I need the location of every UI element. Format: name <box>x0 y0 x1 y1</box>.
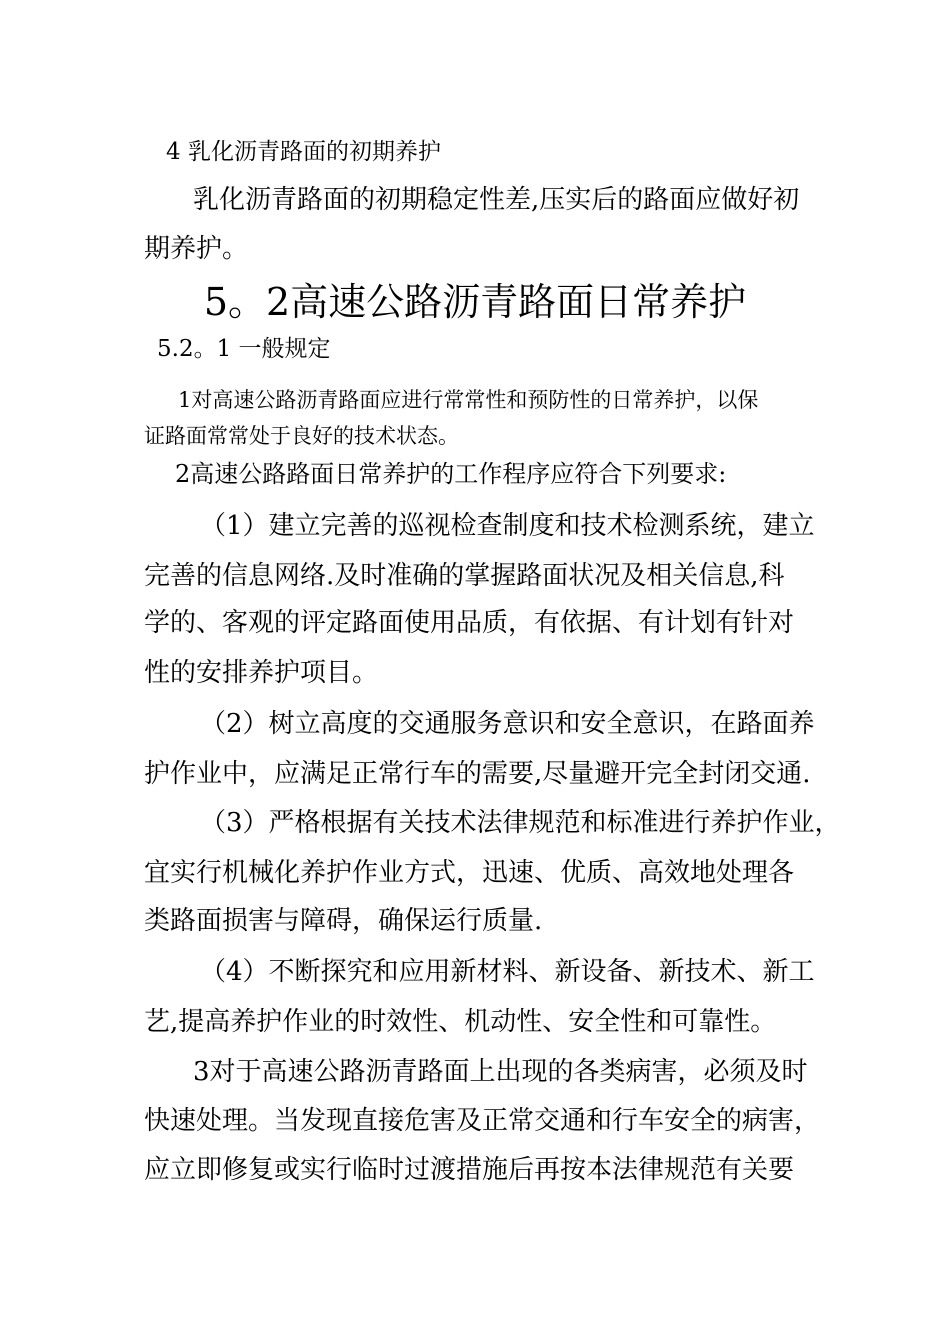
item-1-line-2: 证路面常常处于良好的技术状态。 <box>144 424 459 448</box>
item-2-1-line-3: 学的、客观的评定路面使用品质，有依据、有计划有针对 <box>144 608 795 638</box>
item-2-1-line-1: （1）建立完善的巡视检查制度和技术检测系统，建立 <box>200 511 815 541</box>
item-3-line-2: 快速处理。当发现直接危害及正常交通和行车安全的病害， <box>144 1106 821 1136</box>
subsection-title: 5.2。1 一般规定 <box>157 336 331 362</box>
heading-4: 4 乳化沥青路面的初期养护 <box>166 139 441 165</box>
item-2-1-line-2: 完善的信息网络.及时准确的掌握路面状况及相关信息,科 <box>144 561 785 591</box>
item-2-1-line-4: 性的安排养护项目。 <box>144 658 379 688</box>
item-2-2-line-1: （2）树立高度的交通服务意识和安全意识，在路面养 <box>200 709 815 739</box>
item-1-line-1: 1对高速公路沥青路面应进行常常性和预防性的日常养护，以保 <box>178 388 759 412</box>
item-2-4-line-2: 艺,提高养护作业的时效性、机动性、安全性和可靠性。 <box>144 1007 777 1037</box>
item-3-line-3: 应立即修复或实行临时过渡措施后再按本法律规范有关要 <box>144 1155 795 1185</box>
paragraph-4-line-2: 期养护。 <box>144 234 249 264</box>
item-2-intro: 2高速公路路面日常养护的工作程序应符合下列要求: <box>175 460 727 488</box>
item-2-4-line-1: （4）不断探究和应用新材料、新设备、新技术、新工 <box>200 957 815 987</box>
item-2-3-line-3: 类路面损害与障碍，确保运行质量. <box>144 906 543 936</box>
item-2-3-line-1: （3）严格根据有关技术法律规范和标准进行养护作业， <box>200 808 841 838</box>
paragraph-4-line-1: 乳化沥青路面的初期稳定性差,压实后的路面应做好初 <box>193 185 800 215</box>
section-title: 5。2高速公路沥青路面日常养护 <box>203 280 747 324</box>
item-3-line-1: 3对于高速公路沥青路面上出现的各类病害，必须及时 <box>193 1057 808 1087</box>
item-2-2-line-2: 护作业中，应满足正常行车的需要,尽量避开完全封闭交通. <box>144 759 811 789</box>
item-2-3-line-2: 宜实行机械化养护作业方式，迅速、优质、高效地处理各 <box>144 858 795 888</box>
